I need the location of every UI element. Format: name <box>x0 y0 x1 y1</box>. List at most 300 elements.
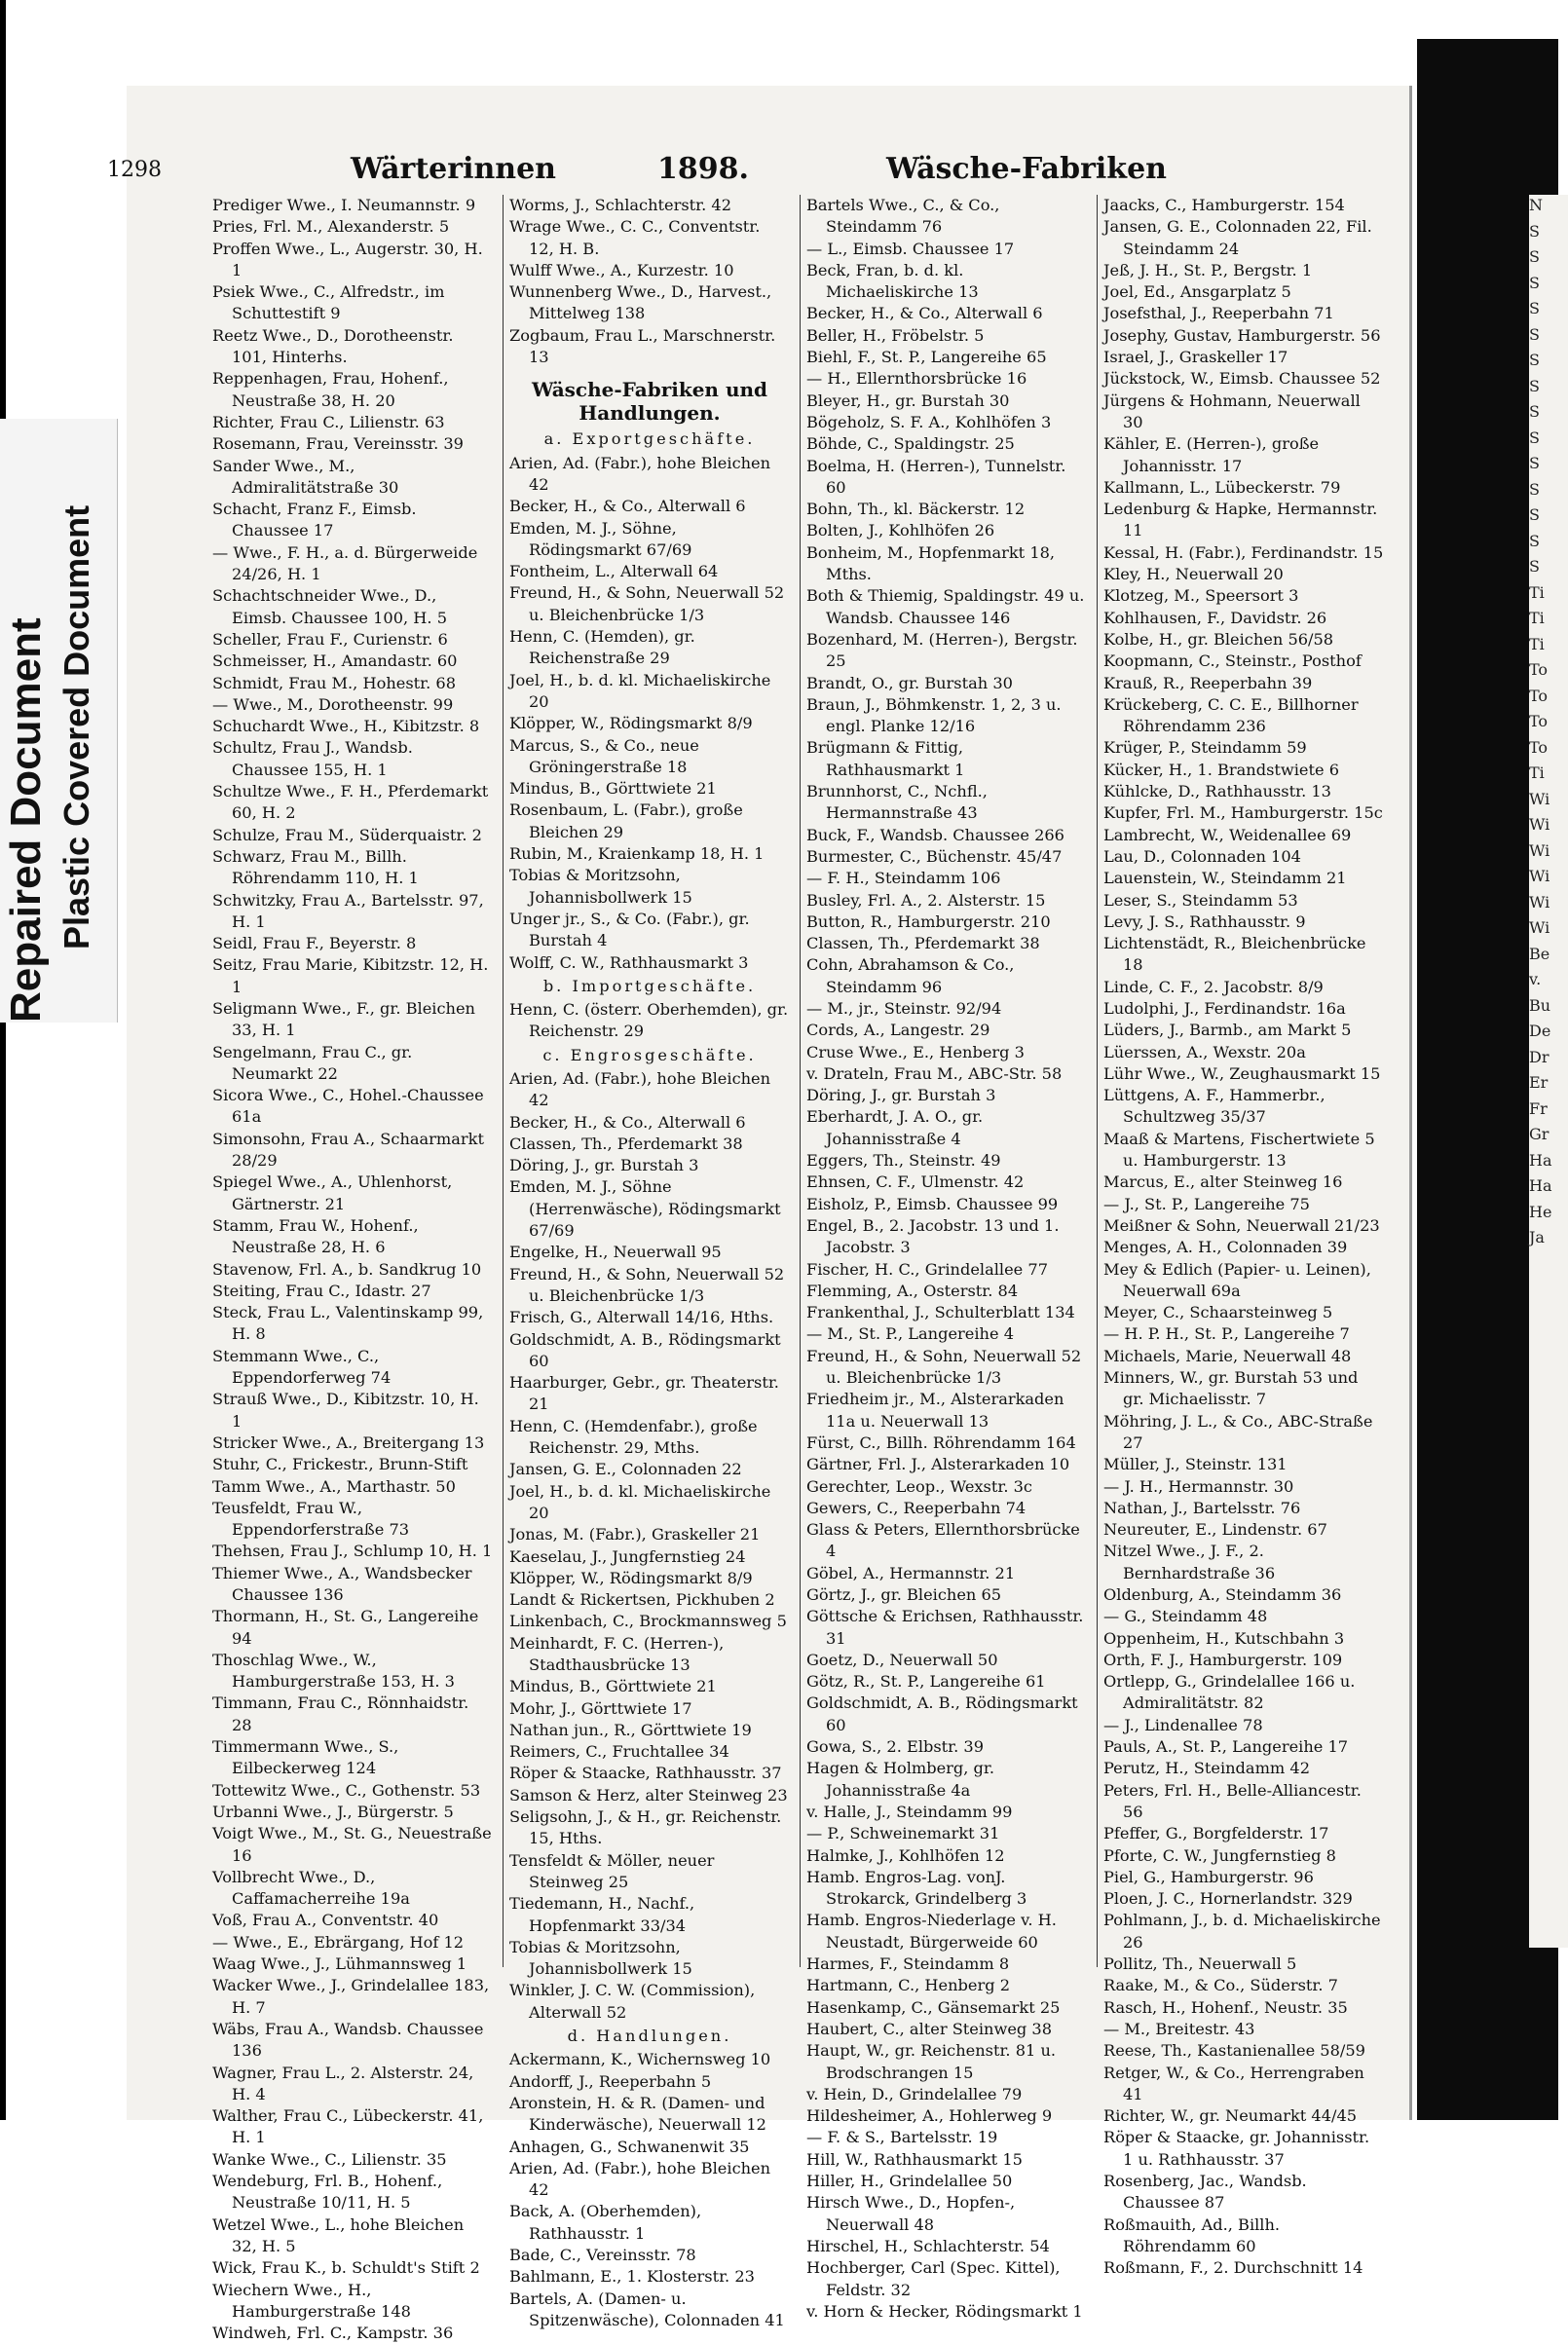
directory-entry: S <box>1529 324 1540 344</box>
column-rule <box>503 195 504 1967</box>
directory-entry: Bonheim, M., Hopfenmarkt 18, Mths. <box>806 542 1056 584</box>
directory-entry: Josephy, Gustav, Hamburgerstr. 56 <box>1103 325 1381 345</box>
directory-entry: Goldschmidt, A. B., Rödingsmarkt 60 <box>806 1693 1078 1734</box>
adjacent-page-fragments <box>1529 195 1568 1948</box>
directory-entry: Bahlmann, E., 1. Klosterstr. 23 <box>509 2267 755 2287</box>
right-running-title: Wäsche-Fabriken <box>886 152 1167 186</box>
directory-entry: Röper & Staacke, Rathhausstr. 37 <box>509 1764 782 1783</box>
directory-entry: S <box>1529 351 1540 369</box>
directory-entry: Joel, H., b. d. kl. Michaeliskirche 20 <box>509 670 771 711</box>
directory-entry: Michaels, Marie, Neuerwall 48 <box>1103 1346 1352 1365</box>
directory-entry: Nathan jun., R., Görttwiete 19 <box>509 1720 752 1739</box>
directory-entry: Back, A. (Oberhemden), Rathhausstr. 1 <box>509 2202 702 2243</box>
directory-entry: Halmke, J., Kohlhöfen 12 <box>806 1845 1005 1865</box>
directory-entry: Pohlmann, J., b. d. Michaeliskirche 26 <box>1103 1911 1381 1952</box>
directory-entry: Bleyer, H., gr. Burstah 30 <box>806 391 1010 410</box>
directory-entry: Krüger, P., Steindamm 59 <box>1103 738 1307 758</box>
directory-entry: Roßmann, F., 2. Durchschnitt 14 <box>1103 2258 1363 2278</box>
directory-entry: Henn, C. (Hemden), gr. Reichenstraße 29 <box>509 627 695 668</box>
directory-entry: Tiedemann, H., Nachf., Hopfenmarkt 33/34 <box>509 1894 695 1935</box>
directory-entry: Klöpper, W., Rödingsmarkt 8/9 <box>509 1568 753 1587</box>
directory-entry: Winkler, J. C. W. (Commission), Alterwall 52 <box>509 1981 756 2022</box>
directory-entry: Döring, J., gr. Burstah 3 <box>509 1156 699 1175</box>
directory-entry: Linkenbach, C., Brockmannsweg 5 <box>509 1612 787 1631</box>
directory-entry: Henn, C. (österr. Oberhemden), gr. Reichenstr. 29 <box>509 1000 789 1041</box>
plastic-covered-label: Plastic Covered Document <box>56 504 96 949</box>
directory-entry: Er <box>1529 1073 1549 1092</box>
column-rule <box>1097 195 1098 1967</box>
directory-entry: Gärtner, Frl. J., Alsterarkaden 10 <box>806 1455 1070 1474</box>
directory-entry: Seitz, Frau Marie, Kibitzstr. 12, H. 1 <box>212 955 489 996</box>
directory-entry: Voigt Wwe., M., St. G., Neuestraße 16 <box>212 1824 492 1865</box>
directory-entry: S <box>1529 299 1540 317</box>
directory-entry: Lichtenstädt, R., Bleichenbrücke 18 <box>1103 934 1366 975</box>
directory-entry: — G., Steindamm 48 <box>1103 1607 1268 1626</box>
subsection-a-heading: a. Exportgeschäfte. <box>543 429 756 449</box>
directory-entry: Bohn, Th., kl. Bäckerstr. 12 <box>806 500 1026 519</box>
directory-entry: S <box>1529 479 1540 499</box>
directory-entry: To <box>1529 660 1549 679</box>
directory-entry: Joel, H., b. d. kl. Michaeliskirche 20 <box>509 1481 771 1522</box>
directory-entry: Ti <box>1529 609 1545 627</box>
directory-entry: To <box>1529 737 1549 757</box>
directory-entry: To <box>1529 712 1549 730</box>
directory-entry: Becker, H., & Co., Alterwall 6 <box>509 497 746 516</box>
directory-entry: Kallmann, L., Lübeckerstr. 79 <box>1103 477 1341 497</box>
column-3 <box>806 195 1087 2321</box>
directory-entry: Marcus, E., alter Steinweg 16 <box>1103 1172 1343 1192</box>
directory-entry: Teusfeldt, Frau W., Eppendorferstraße 73 <box>212 1498 410 1540</box>
directory-entry: Jonas, M. (Fabr.), Graskeller 21 <box>509 1525 761 1544</box>
directory-entry: — P., Schweinemarkt 31 <box>806 1824 1000 1843</box>
directory-entry: Schmeisser, H., Amandastr. 60 <box>212 651 458 671</box>
directory-entry: Busley, Frl. A., 2. Alsterstr. 15 <box>806 890 1046 910</box>
directory-entry: — F. H., Steindamm 106 <box>806 869 1001 888</box>
directory-entry: Perutz, H., Steindamm 42 <box>1103 1759 1311 1778</box>
directory-entry: S <box>1529 428 1540 447</box>
directory-entry: Lüttgens, A. F., Hammerbr., Schultzweg 35/37 <box>1103 1086 1325 1127</box>
directory-entry: Hochberger, Carl (Spec. Kittel), Feldstr. 32 <box>806 2258 1061 2299</box>
directory-entry: Cohn, Abrahamson & Co., Steindamm 96 <box>806 955 1015 996</box>
directory-entry: Krauß, R., Reeperbahn 39 <box>1103 673 1313 692</box>
directory-entry: Tottewitz Wwe., C., Gothenstr. 53 <box>212 1780 481 1800</box>
directory-entry: v. Drateln, Frau M., ABC-Str. 58 <box>806 1063 1063 1083</box>
directory-entry: Maaß & Martens, Fischertwiete 5 u. Hamburgerstr. 13 <box>1103 1129 1375 1171</box>
directory-entry: Jürgens & Hohmann, Neuerwall 30 <box>1103 391 1361 431</box>
directory-entry: Wi <box>1529 918 1550 937</box>
directory-entry: Voß, Frau A., Conventstr. 40 <box>212 1911 439 1930</box>
directory-entry: Reimers, C., Fruchtallee 34 <box>509 1742 729 1762</box>
directory-entry: Wetzel Wwe., L., hohe Bleichen 32, H. 5 <box>212 2214 465 2255</box>
directory-entry: Reese, Th., Kastanienallee 58/59 <box>1103 2041 1365 2061</box>
directory-entry: Seligmann Wwe., F., gr. Bleichen 33, H. 1 <box>212 998 475 1040</box>
directory-entry: Müller, J., Steinstr. 131 <box>1103 1455 1288 1474</box>
directory-entry: Orth, F. J., Hamburgerstr. 109 <box>1103 1650 1343 1669</box>
directory-entry: Sengelmann, Frau C., gr. Neumarkt 22 <box>212 1042 413 1083</box>
directory-entry: Emden, M. J., Söhne, Rödingsmarkt 67/69 <box>509 518 692 559</box>
directory-entry: Hartmann, C., Henberg 2 <box>806 1976 1011 1995</box>
directory-entry: Nitzel Wwe., J. F., 2. Bernhardstraße 36 <box>1103 1542 1276 1582</box>
directory-entry: Gewers, C., Reeperbahn 74 <box>806 1498 1027 1517</box>
directory-entry: Stuhr, C., Frickestr., Brunn-Stift <box>212 1455 468 1474</box>
directory-entry: Zogbaum, Frau L., Marschnerstr. 13 <box>509 325 776 367</box>
directory-entry: Windweh, Frl. C., Kampstr. 36 <box>212 2324 454 2343</box>
directory-entry: Retger, W., & Co., Herrengraben 41 <box>1103 2063 1364 2103</box>
directory-entry: v. <box>1529 970 1542 988</box>
directory-entry: Jansen, G. E., Colonnaden 22 <box>509 1460 742 1479</box>
directory-entry: Levy, J. S., Rathhausstr. 9 <box>1103 912 1306 931</box>
directory-entry: Eisholz, P., Eimsb. Chaussee 99 <box>806 1194 1059 1213</box>
directory-entry: Linde, C. F., 2. Jacobstr. 8/9 <box>1103 977 1324 996</box>
directory-entry: Jaacks, C., Hamburgerstr. 154 <box>1103 196 1345 214</box>
directory-entry: Rasch, H., Hohenf., Neustr. 35 <box>1103 1997 1348 2017</box>
directory-entry: Schmidt, Frau M., Hohestr. 68 <box>212 673 456 692</box>
repaired-document-label: Repaired Document <box>2 617 50 1023</box>
directory-entry: Arien, Ad. (Fabr.), hohe Bleichen 42 <box>509 1068 771 1110</box>
directory-entry: Henn, C. (Hemdenfabr.), große Reichenstr. 29, Mths. <box>509 1416 758 1458</box>
directory-entry: Glass & Peters, Ellernthorsbrücke 4 <box>806 1520 1080 1561</box>
directory-entry: Timmann, Frau C., Rönnhaidstr. 28 <box>212 1693 469 1734</box>
directory-entry: Lauenstein, W., Steindamm 21 <box>1103 869 1347 888</box>
directory-entry: Thoschlag Wwe., W., Hamburgerstraße 153, H. 3 <box>212 1650 455 1692</box>
directory-entry: Wulff Wwe., A., Kurzestr. 10 <box>509 260 734 279</box>
page-number: 1298 <box>107 158 162 182</box>
directory-entry: Göttsche & Erichsen, Rathhausstr. 31 <box>806 1607 1084 1648</box>
directory-entry: Sander Wwe., M., Admiralitätstraße 30 <box>212 456 399 497</box>
directory-entry: Klöpper, W., Rödingsmarkt 8/9 <box>509 714 753 733</box>
directory-entry: Wunnenberg Wwe., D., Harvest., Mittelweg 138 <box>509 282 772 323</box>
directory-entry: — Wwe., E., Ebrärgang, Hof 12 <box>212 1932 465 1952</box>
directory-entry: Ehnsen, C. F., Ulmenstr. 42 <box>806 1172 1025 1192</box>
directory-entry: Waag Wwe., J., Lühmannsweg 1 <box>212 1954 467 1974</box>
directory-entry: Beller, H., Fröbelstr. 5 <box>806 325 985 345</box>
directory-entry: Goetz, D., Neuerwall 50 <box>806 1650 998 1669</box>
directory-entry: S <box>1529 557 1540 576</box>
directory-entry: Biehl, F., St. P., Langereihe 65 <box>806 348 1047 367</box>
directory-entry: Becker, H., & Co., Alterwall 6 <box>509 1112 746 1132</box>
directory-entry: Fr <box>1529 1098 1548 1118</box>
directory-entry: Eggers, Th., Steinstr. 49 <box>806 1151 1001 1171</box>
subsection-d-heading: d. Handlungen. <box>567 2027 732 2046</box>
directory-entry: Tamm Wwe., A., Marthastr. 50 <box>212 1476 456 1496</box>
directory-entry: — L., Eimsb. Chaussee 17 <box>806 239 1015 258</box>
directory-entry: Steck, Frau L., Valentinskamp 99, H. 8 <box>212 1303 484 1344</box>
directory-entry: Proffen Wwe., L., Augerstr. 30, H. 1 <box>212 239 483 279</box>
directory-entry: Worms, J., Schlachterstr. 42 <box>509 196 732 214</box>
directory-entry: — M., Breitestr. 43 <box>1103 2019 1255 2038</box>
directory-entry: Böhde, C., Spaldingstr. 25 <box>806 434 1015 454</box>
directory-entry: Buck, F., Wandsb. Chaussee 266 <box>806 825 1064 844</box>
directory-entry: Kühlcke, D., Rathhausstr. 13 <box>1103 782 1331 801</box>
directory-entry: S <box>1529 376 1540 395</box>
directory-entry: Wanke Wwe., C., Lilienstr. 35 <box>212 2149 447 2169</box>
directory-entry: — J., Lindenallee 78 <box>1103 1715 1263 1734</box>
subsection-b-heading: b. Importgeschäfte. <box>542 976 757 995</box>
directory-entry: Ti <box>1529 763 1545 782</box>
directory-entry: Timmermann Wwe., S., Eilbeckerweg 124 <box>212 1737 399 1778</box>
directory-entry: Meyer, C., Schaarsteinweg 5 <box>1103 1303 1333 1322</box>
directory-entry: Goldschmidt, A. B., Rödingsmarkt 60 <box>509 1329 781 1370</box>
directory-entry: Kupfer, Frl. M., Hamburgerstr. 15c <box>1103 803 1383 823</box>
directory-entry: Wolff, C. W., Rathhausmarkt 3 <box>509 952 749 972</box>
directory-entry: Schuchardt Wwe., H., Kibitzstr. 8 <box>212 717 480 736</box>
directory-entry: Classen, Th., Pferdemarkt 38 <box>806 934 1040 953</box>
directory-entry: Brunnhorst, C., Nchfl., Hermannstraße 43 <box>806 782 988 823</box>
directory-entry: Bozenhard, M. (Herren-), Bergstr. 25 <box>806 629 1078 671</box>
directory-entry: Reetz Wwe., D., Dorotheenstr. 101, Hinterhs. <box>212 325 454 367</box>
directory-entry: Wi <box>1529 789 1550 808</box>
handlungen-entries <box>509 2049 790 2331</box>
directory-entry: Wi <box>1529 867 1550 885</box>
directory-columns <box>212 195 1400 2343</box>
directory-entry: Wi <box>1529 815 1550 834</box>
directory-entry: Göbel, A., Hermannstr. 21 <box>806 1563 1016 1582</box>
directory-entry: Meißner & Sohn, Neuerwall 21/23 <box>1103 1215 1380 1235</box>
directory-entry: Emden, M. J., Söhne (Herrenwäsche), Rödingsmarkt 67/69 <box>509 1177 781 1241</box>
directory-entry: v. Hein, D., Grindelallee 79 <box>806 2084 1023 2103</box>
directory-entry: Hill, W., Rathhausmarkt 15 <box>806 2149 1023 2169</box>
directory-entry: — F. & S., Bartelsstr. 19 <box>806 2128 998 2147</box>
directory-entry: Harmes, F., Steindamm 8 <box>806 1954 1010 1974</box>
directory-entry: Schulze, Frau M., Süderquaistr. 2 <box>212 825 482 844</box>
directory-entry: Haarburger, Gebr., gr. Theaterstr. 21 <box>509 1373 779 1414</box>
directory-entry: Hagen & Holmberg, gr. Johannisstraße 4a <box>806 1759 995 1800</box>
directory-entry: Pries, Frl. M., Alexanderstr. 5 <box>212 217 450 237</box>
directory-entry: Pollitz, Th., Neuerwall 5 <box>1103 1954 1297 1974</box>
directory-entry: Leser, S., Steindamm 53 <box>1103 890 1298 910</box>
directory-entry: Wi <box>1529 892 1550 912</box>
directory-entry: Stavenow, Frl. A., b. Sandkrug 10 <box>212 1259 482 1279</box>
directory-entry: Lambrecht, W., Weidenallee 69 <box>1103 825 1352 844</box>
export-entries <box>509 453 790 974</box>
directory-entry: Prediger Wwe., I. Neumannstr. 9 <box>212 196 476 214</box>
directory-entry: Bartels, A. (Damen- u. Spitzenwäsche), Colonnaden 41 <box>509 2288 785 2329</box>
column-2-top-entries <box>509 195 790 368</box>
directory-entry: To <box>1529 686 1549 705</box>
directory-entry: v. Halle, J., Steindamm 99 <box>806 1802 1013 1821</box>
directory-entry: Classen, Th., Pferdemarkt 38 <box>509 1134 743 1153</box>
directory-entry: Thehsen, Frau J., Schlump 10, H. 1 <box>212 1542 493 1561</box>
directory-entry: Andorff, J., Reeperbahn 5 <box>509 2071 712 2091</box>
directory-entry: Fontheim, L., Alterwall 64 <box>509 562 719 581</box>
directory-entry: Anhagen, G., Schwanenwit 35 <box>509 2137 750 2156</box>
directory-entry: Bögeholz, S. F. A., Kohlhöfen 3 <box>806 412 1052 431</box>
directory-entry: — H., Ellernthorsbrücke 16 <box>806 369 1027 389</box>
page-header <box>107 146 1217 191</box>
directory-entry: Wrage Wwe., C. C., Conventstr. 12, H. B. <box>509 217 761 258</box>
directory-entry: Ludolphi, J., Ferdinandstr. 16a <box>1103 998 1346 1018</box>
directory-entry: Krückeberg, C. C. E., Billhorner Röhrendamm 236 <box>1103 694 1359 736</box>
directory-entry: Raake, M., & Co., Süderstr. 7 <box>1103 1976 1338 1995</box>
directory-entry: Steiting, Frau C., Idastr. 27 <box>212 1281 431 1300</box>
directory-entry: Jansen, G. E., Colonnaden 22, Fil. Steindamm 24 <box>1103 217 1372 258</box>
directory-entry: Psiek Wwe., C., Alfredstr., im Schuttestift 9 <box>212 282 445 323</box>
directory-entry: Fischer, H. C., Grindelallee 77 <box>806 1259 1048 1279</box>
directory-entry: Thiemer Wwe., A., Wandsbecker Chaussee 136 <box>212 1563 472 1604</box>
directory-entry: Gr <box>1529 1125 1549 1143</box>
directory-entry: — J., St. P., Langereihe 75 <box>1103 1194 1310 1213</box>
directory-entry: Arien, Ad. (Fabr.), hohe Bleichen 42 <box>509 453 771 494</box>
directory-entry: Schwitzky, Frau A., Bartelsstr. 97, H. 1 <box>212 890 484 931</box>
directory-entry: Hildesheimer, A., Hohlerweg 9 <box>806 2106 1053 2126</box>
left-running-title: Wärterinnen <box>351 152 556 186</box>
directory-entry: Roßmauith, Ad., Billh. Röhrendamm 60 <box>1103 2214 1281 2255</box>
directory-entry: Engel, B., 2. Jacobstr. 13 und 1. Jacobstr. 3 <box>806 1215 1060 1257</box>
directory-entry: Seligsohn, J., & H., gr. Reichenstr. 15, Hths. <box>509 1807 782 1848</box>
directory-entry: Ackermann, K., Wichernsweg 10 <box>509 2050 771 2069</box>
directory-entry: Hamb. Engros-Lag. vonJ. Strokarck, Grindelberg 3 <box>806 1867 1027 1909</box>
directory-entry: Marcus, S., & Co., neue Gröningerstraße 18 <box>509 735 699 776</box>
directory-entry: Israel, J., Graskeller 17 <box>1103 348 1288 367</box>
directory-entry: Haupt, W., gr. Reichenstr. 81 u. Brodschrangen 15 <box>806 2041 1057 2082</box>
directory-entry: Kohlhausen, F., Davidstr. 26 <box>1103 608 1327 627</box>
directory-entry: Wäbs, Frau A., Wandsb. Chaussee 136 <box>212 2019 484 2061</box>
year-heading: 1898. <box>657 152 749 186</box>
directory-entry: S <box>1529 247 1540 266</box>
directory-entry: Ti <box>1529 634 1545 653</box>
directory-entry: Thormann, H., St. G., Langereihe 94 <box>212 1607 479 1648</box>
directory-entry: Ha <box>1529 1150 1552 1170</box>
directory-entry: Friedheim jr., M., Alsterarkaden 11a u. Neuerwall 13 <box>806 1390 1064 1431</box>
directory-entry: Schacht, Franz F., Eimsb. Chaussee 17 <box>212 500 417 540</box>
directory-entry: Pforte, C. W., Jungfernstieg 8 <box>1103 1845 1336 1865</box>
directory-entry: Haubert, C., alter Steinweg 38 <box>806 2019 1053 2038</box>
directory-entry: Hirsch Wwe., D., Hopfen-, Neuerwall 48 <box>806 2193 1016 2234</box>
directory-entry: Bolten, J., Kohlhöfen 26 <box>806 521 995 540</box>
directory-entry: Simonsohn, Frau A., Schaarmarkt 28/29 <box>212 1129 484 1171</box>
directory-entry: Kolbe, H., gr. Bleichen 56/58 <box>1103 629 1334 649</box>
directory-entry: Schachtschneider Wwe., D., Eimsb. Chaussee 100, H. 5 <box>212 586 448 627</box>
directory-entry: Freund, H., & Sohn, Neuerwall 52 u. Bleichenbrücke 1/3 <box>509 1264 785 1305</box>
directory-entry: Cruse Wwe., E., Henberg 3 <box>806 1042 1025 1061</box>
directory-entry: Landt & Rickertsen, Pickhuben 2 <box>509 1590 775 1610</box>
directory-entry: Hasenkamp, C., Gänsemarkt 25 <box>806 1997 1061 2017</box>
directory-entry: Bartels Wwe., C., & Co., Steindamm 76 <box>806 196 1000 237</box>
directory-entry: Bade, C., Vereinsstr. 78 <box>509 2246 696 2265</box>
directory-entry: Becker, H., & Co., Alterwall 6 <box>806 304 1043 323</box>
directory-entry: Kähler, E. (Herren-), große Johannisstr. 17 <box>1103 434 1320 475</box>
directory-entry: Joel, Ed., Ansgarplatz 5 <box>1103 282 1291 302</box>
directory-entry: Meinhardt, F. C. (Herren-), Stadthausbrücke 13 <box>509 1633 725 1674</box>
directory-entry: S <box>1529 454 1540 472</box>
directory-entry: Koopmann, C., Steinstr., Posthof <box>1103 651 1362 671</box>
directory-entry: Cords, A., Langestr. 29 <box>806 1021 990 1040</box>
directory-entry: S <box>1529 505 1540 524</box>
directory-entry: Wick, Frau K., b. Schuldt's Stift 2 <box>212 2258 480 2278</box>
directory-entry: Röper & Staacke, gr. Johannisstr. 1 u. Rathhausstr. 37 <box>1103 2128 1370 2169</box>
directory-entry: — M., St. P., Langereihe 4 <box>806 1324 1014 1344</box>
directory-entry: Ledenburg & Hapke, Hermannstr. 11 <box>1103 500 1378 540</box>
directory-entry: Piel, G., Hamburgerstr. 96 <box>1103 1867 1314 1886</box>
directory-entry: Hamb. Engros-Niederlage v. H. Neustadt, Bürgerweide 60 <box>806 1911 1057 1952</box>
directory-entry: Both & Thiemig, Spaldingstr. 49 u. Wandsb. Chaussee 146 <box>806 586 1085 627</box>
directory-entry: Rosenbaum, L. (Fabr.), große Bleichen 29 <box>509 800 743 841</box>
directory-entry: Mindus, B., Görttwiete 21 <box>509 1677 717 1696</box>
directory-entry: Klotzeg, M., Speersort 3 <box>1103 586 1299 606</box>
directory-entry: Freund, H., & Sohn, Neuerwall 52 u. Bleichenbrücke 1/3 <box>509 583 785 624</box>
import-entries <box>509 999 790 1043</box>
directory-entry: S <box>1529 531 1540 550</box>
directory-entry: Schultz, Frau J., Wandsb. Chaussee 155, H. 1 <box>212 738 413 779</box>
directory-entry: — Wwe., M., Dorotheenstr. 99 <box>212 694 454 714</box>
directory-entry: Richter, Frau C., Lilienstr. 63 <box>212 412 445 431</box>
directory-entry: Hiller, H., Grindelallee 50 <box>806 2172 1013 2191</box>
directory-entry: Ploen, J. C., Hornerlandstr. 329 <box>1103 1889 1353 1909</box>
directory-entry: Schultze Wwe., F. H., Pferdemarkt 60, H. 2 <box>212 782 489 823</box>
directory-entry: Ja <box>1529 1228 1545 1246</box>
directory-entry: Rubin, M., Kraienkamp 18, H. 1 <box>509 844 765 864</box>
directory-entry: Flemming, A., Osterstr. 84 <box>806 1281 1019 1300</box>
directory-entry: Menges, A. H., Colonnaden 39 <box>1103 1238 1348 1257</box>
directory-entry: Kaeselau, J., Jungfernstieg 24 <box>509 1546 746 1566</box>
directory-entry: Walther, Frau C., Lübeckerstr. 41, H. 1 <box>212 2106 484 2147</box>
directory-entry: Engelke, H., Neuerwall 95 <box>509 1243 722 1262</box>
directory-entry: Scheller, Frau F., Curienstr. 6 <box>212 629 448 649</box>
directory-entry: Brandt, O., gr. Burstah 30 <box>806 673 1013 692</box>
directory-entry: Hirschel, H., Schlachterstr. 54 <box>806 2236 1050 2255</box>
directory-entry: Josefsthal, J., Reeperbahn 71 <box>1103 304 1334 323</box>
directory-entry: Unger jr., S., & Co. (Fabr.), gr. Burstah 4 <box>509 909 750 950</box>
subsection-c-heading: c. Engrosgeschäfte. <box>542 1045 757 1064</box>
directory-entry: Rosemann, Frau, Vereinsstr. 39 <box>212 434 464 454</box>
directory-entry: Kley, H., Neuerwall 20 <box>1103 565 1284 584</box>
directory-entry: Tobias & Moritzsohn, Johannisbollwerk 15 <box>509 1937 692 1979</box>
directory-entry: Tensfeldt & Möller, neuer Steinweg 25 <box>509 1850 715 1891</box>
directory-entry: Wiechern Wwe., H., Hamburgerstraße 148 <box>212 2280 411 2321</box>
directory-entry: Frisch, G., Alterwall 14/16, Hths. <box>509 1308 774 1327</box>
directory-entry: Braun, J., Böhmkenstr. 1, 2, 3 u. engl. Planke 12/16 <box>806 694 1062 736</box>
directory-entry: Wi <box>1529 840 1550 860</box>
directory-entry: Stricker Wwe., A., Breitergang 13 <box>212 1432 485 1452</box>
directory-entry: Wagner, Frau L., 2. Alsterstr. 24, H. 4 <box>212 2063 474 2103</box>
engros-entries <box>509 1068 790 2024</box>
directory-entry: — Wwe., F. H., a. d. Bürgerweide 24/26, H. 1 <box>212 542 478 584</box>
directory-entry: Schwarz, Frau M., Billh. Röhrendamm 110, H. 1 <box>212 846 419 888</box>
directory-entry: Ti <box>1529 582 1545 602</box>
directory-entry: — H. P. H., St. P., Langereihe 7 <box>1103 1324 1350 1344</box>
directory-entry: Bu <box>1529 995 1551 1015</box>
directory-entry: Tobias & Moritzsohn, Johannisbollwerk 15 <box>509 866 692 907</box>
directory-entry: Beck, Fran, b. d. kl. Michaeliskirche 13 <box>806 260 979 302</box>
directory-entry: Reppenhagen, Frau, Hohenf., Neustraße 38, H. 20 <box>212 369 449 410</box>
directory-entry: — M., jr., Steinstr. 92/94 <box>806 998 1002 1018</box>
directory-entry: Oppenheim, H., Kutschbahn 3 <box>1103 1628 1345 1648</box>
column-1 <box>212 195 493 2343</box>
section-title: Wäsche-Fabriken und Handlungen. <box>531 378 768 426</box>
directory-entry: Kücker, H., 1. Brandstwiete 6 <box>1103 760 1340 779</box>
directory-entry: Nathan, J., Bartelsstr. 76 <box>1103 1498 1301 1517</box>
directory-entry: Brügmann & Fittig, Rathhausmarkt 1 <box>806 738 965 779</box>
directory-entry: Stemmann Wwe., C., Eppendorferweg 74 <box>212 1346 392 1388</box>
directory-entry: Dr <box>1529 1047 1549 1066</box>
directory-entry: Minners, W., gr. Burstah 53 und gr. Michaelisstr. 7 <box>1103 1368 1359 1409</box>
directory-entry: Samson & Herz, alter Steinweg 23 <box>509 1785 788 1805</box>
directory-entry: Spiegel Wwe., A., Uhlenhorst, Gärtnerstr. 21 <box>212 1172 453 1213</box>
directory-entry: Görtz, J., gr. Bleichen 65 <box>806 1585 1002 1604</box>
directory-entry: Jückstock, W., Eimsb. Chaussee 52 <box>1103 369 1381 389</box>
directory-entry: Aronstein, H. & R. (Damen- und Kinderwäsche), Neuerwall 12 <box>509 2093 766 2135</box>
directory-entry: Mindus, B., Görttwiete 21 <box>509 779 717 799</box>
directory-entry: Götz, R., St. P., Langereihe 61 <box>806 1672 1046 1692</box>
directory-entry: Ortlepp, G., Grindelallee 166 u. Admiralitätstr. 82 <box>1103 1672 1356 1713</box>
directory-entry: Lühr Wwe., W., Zeughausmarkt 15 <box>1103 1063 1381 1083</box>
column-2 <box>509 195 790 2329</box>
directory-entry: Pfeffer, G., Borgfelderstr. 17 <box>1103 1824 1329 1843</box>
directory-entry: S <box>1529 402 1540 421</box>
directory-entry: Richter, W., gr. Neumarkt 44/45 <box>1103 2106 1358 2126</box>
directory-entry: Button, R., Hamburgerstr. 210 <box>806 912 1051 931</box>
directory-entry: S <box>1529 273 1540 292</box>
